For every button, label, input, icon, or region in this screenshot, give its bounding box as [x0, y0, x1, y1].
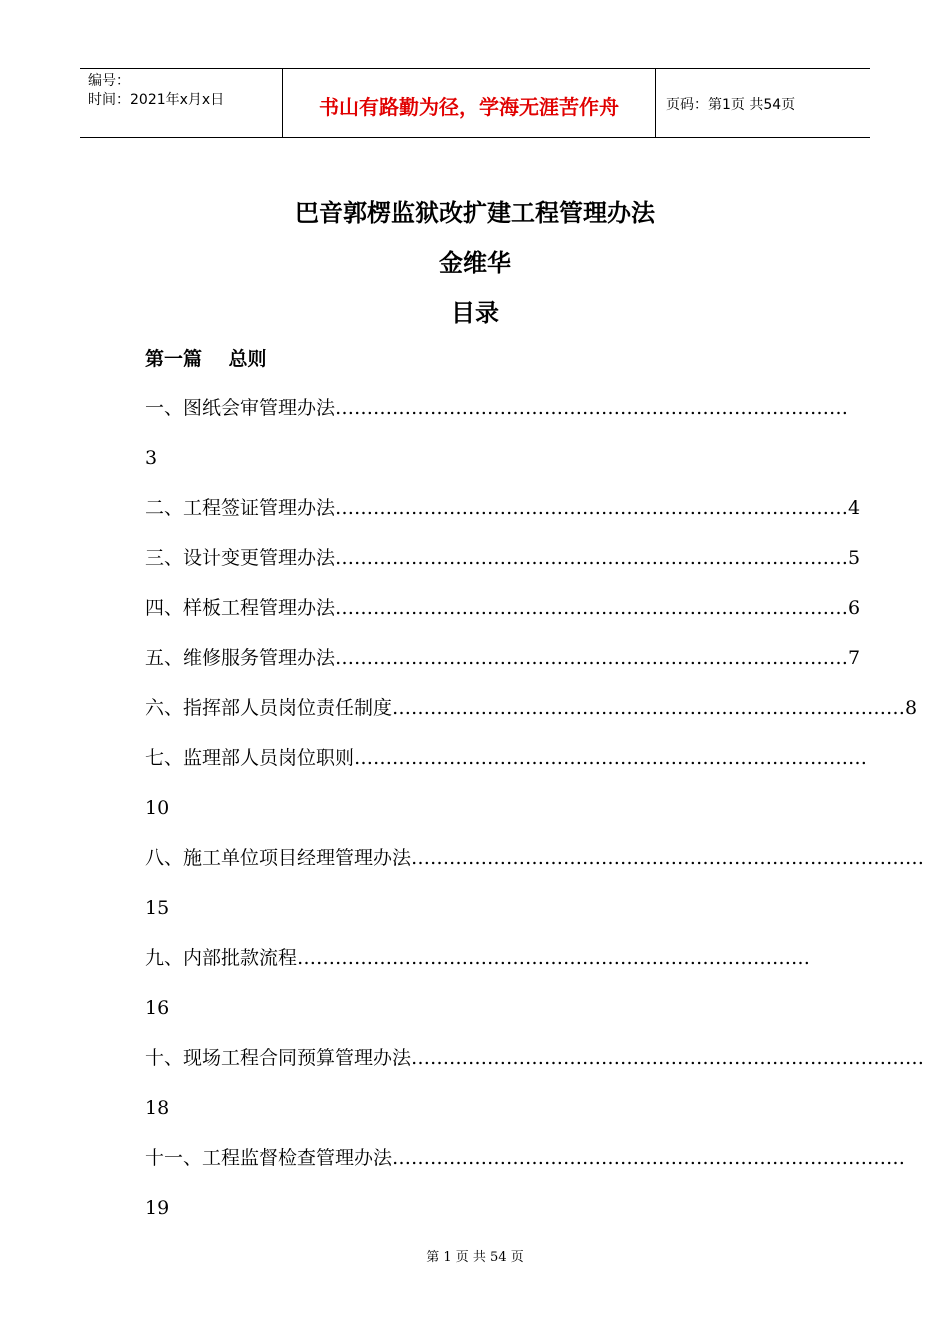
toc-entry-label: 一、图纸会审管理办法 [145, 397, 336, 419]
number-label: 编号： [88, 73, 130, 89]
toc-entry-page: 10 [145, 797, 170, 819]
toc-entry[interactable] [145, 593, 861, 623]
document-title: 巴音郭楞监狱改扩建工程管理办法 [295, 199, 655, 227]
toc-leader: ……………………………………………………………………… [411, 1047, 925, 1069]
toc-leader: ……………………………………………………………………… [297, 947, 811, 969]
toc-entry[interactable] [145, 843, 925, 873]
header-page-info: 页码：第1页 共54页 [666, 97, 796, 113]
toc-entry-label: 三、设计变更管理办法 [145, 547, 336, 569]
toc-entry-page: 15 [145, 897, 170, 919]
header-info [80, 69, 282, 137]
toc-entry-page: 4 [848, 497, 861, 519]
header-table [80, 68, 870, 138]
toc-entry-page: 6 [848, 597, 861, 619]
document-author: 金维华 [439, 249, 511, 277]
toc-heading: 目录 [451, 299, 499, 327]
toc-entry[interactable] [145, 393, 849, 423]
toc-entry-label: 十一、工程监督检查管理办法 [145, 1147, 393, 1169]
toc-entry[interactable] [145, 743, 868, 773]
toc-entry[interactable] [145, 643, 861, 673]
toc-leader: ……………………………………………………………………… [392, 697, 906, 719]
toc-entry-label: 八、施工单位项目经理管理办法 [145, 847, 412, 869]
toc-entry[interactable] [145, 1143, 906, 1173]
toc-entry[interactable] [145, 943, 811, 973]
toc-entry-page: 8 [905, 697, 918, 719]
toc-entry-label: 九、内部批款流程 [145, 947, 298, 969]
toc-entry-page: 18 [145, 1097, 170, 1119]
toc-leader: ……………………………………………………………………… [411, 847, 925, 869]
toc-leader: ……………………………………………………………………… [335, 597, 849, 619]
toc-entry-label: 二、工程签证管理办法 [145, 497, 336, 519]
toc-entry-page: 5 [848, 547, 861, 569]
toc-entry[interactable] [145, 493, 861, 523]
toc-entry-label: 四、样板工程管理办法 [145, 597, 336, 619]
toc-entry-label: 十、现场工程合同预算管理办法 [145, 1047, 412, 1069]
toc-entry-label: 六、指挥部人员岗位责任制度 [145, 697, 393, 719]
toc-leader: ……………………………………………………………………… [335, 497, 849, 519]
toc-entry[interactable] [145, 543, 861, 573]
toc-entry-page: 19 [145, 1197, 170, 1219]
toc-entry-label: 七、监理部人员岗位职则 [145, 747, 355, 769]
header-motto: 书山有路勤为径，学海无涯苦作舟 [282, 69, 656, 137]
toc-entry-label: 五、维修服务管理办法 [145, 647, 336, 669]
toc-entry-page: 16 [145, 997, 170, 1019]
toc-leader: ……………………………………………………………………… [335, 647, 849, 669]
part-title: 第一篇 总则 [145, 348, 267, 370]
toc-entry-page: 7 [848, 647, 861, 669]
toc-leader: ……………………………………………………………………… [392, 1147, 906, 1169]
toc-entry[interactable] [145, 693, 918, 723]
toc-leader: ……………………………………………………………………… [335, 547, 849, 569]
toc-leader: ……………………………………………………………………… [335, 397, 849, 419]
toc-entry-page: 3 [145, 447, 158, 469]
toc-entry[interactable] [145, 1043, 925, 1073]
toc-leader: ……………………………………………………………………… [354, 747, 868, 769]
page-footer: 第 1 页 共 54 页 [426, 1250, 524, 1265]
time-label: 时间：2021年x月x日 [88, 92, 225, 108]
